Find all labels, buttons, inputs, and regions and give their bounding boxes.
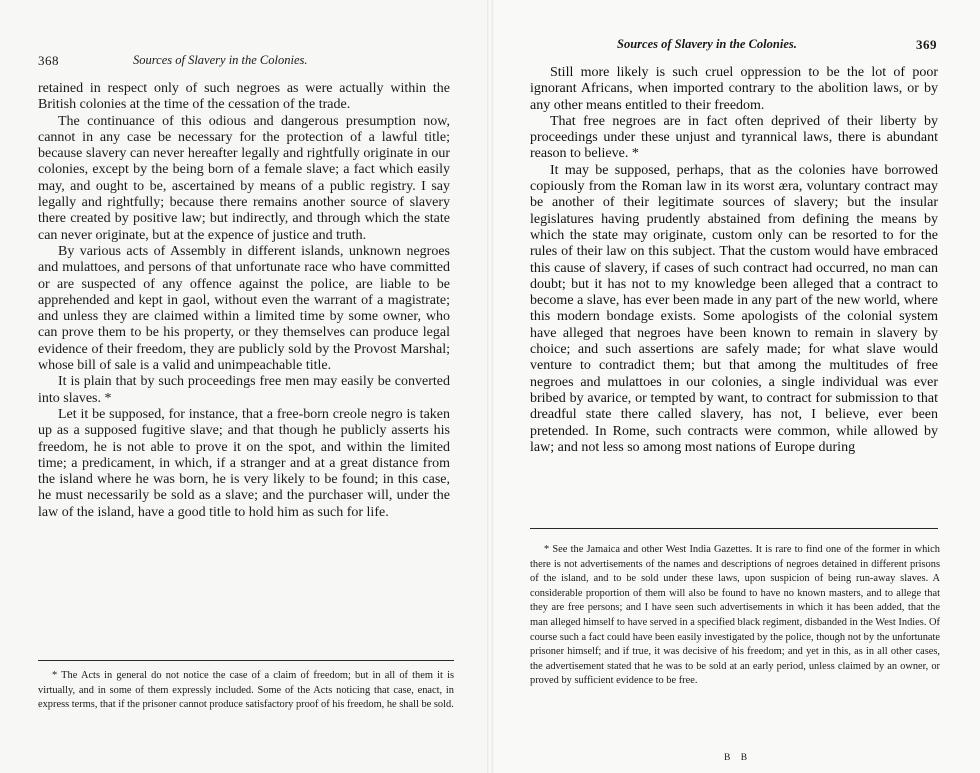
left-body-text [38,81,450,521]
running-title-left: Sources of Slavery in the Colonies. [133,53,308,67]
page-number-left: 368 [38,53,59,68]
left-footnote-rule [38,660,454,661]
signature-mark: B B [724,753,752,763]
right-footnote-rule [530,528,938,529]
right-body-text [530,65,938,456]
book-gutter [487,0,493,773]
right-page [490,0,980,773]
right-paragraph-3: It may be supposed, perhaps, that as the colonies have borrowed copiously from the Roman law in its worst æra, voluntary contract may be another of their legitimate sources of slavery; but the insular legislatures having prudently abstained from defining the means by which the state may originate, custom only can be resorted to for the rules of their law on this subject. That the custom would have embraced this cause of slavery, if cases of such contract had occurred, no man can doubt; but it has not to my knowledge been alleged that a contract to become a slave, has ever been made in any part of the new world, where this modern bondage exists. Some apologists of the colonial system have alleged that negroes have been known to remain in slavery by choice; and such assertions are safely made; for what slave would venture to contradict them; but that among the multitudes of free negroes and mulattoes in our colonies, a single individual was ever bribed by avarice, or tempted by want, to contract for submission to that dreadful state there called slavery, has not, I believe, ever been pretended. In Rome, such contracts were common, while allowed by law; and not less so among most nations of Europe during [530,162,938,455]
left-paragraph-2: The continuance of this odious and dangerous presumption now, cannot in any case be necessary for the protection of a lawful title; because slavery can never hereafter legally and rightfully originate in our colonies, except by the being born of a female slave; a fact which easily may, and ought to be, ascertained by means of a public registry. I say legally and rightfully; because there remains another source of slavery there created by positive law; but indirectly, and through which the state can never originate, but at the expence of justice and truth. [38,113,450,243]
left-footnote-text: * The Acts in general do not notice the case of a claim of freedom; but in all of them it is virtually, and in some of them expressly included. Some of the Acts noticing that case, enact, in express terms, that if the prisoner cannot produce satisfactory proof of his freedom, he shall be sold. [38,670,454,711]
running-title-right: Sources of Slavery in the Colonies. [617,37,797,51]
right-footnote [530,543,940,689]
left-paragraph-4: It is plain that by such proceedings free men may easily be converted into slaves. * [38,374,450,406]
page-number-right: 369 [916,37,937,52]
left-paragraph-1: retained in respect only of such negroes as were actually within the British colonies at the time of the cessation of the trade. [38,81,450,113]
right-paragraph-2: That free negroes are in fact often deprived of their liberty by proceedings under these unjust and tyrannical laws, there is abundant reason to believe. * [530,113,938,162]
left-paragraph-3: By various acts of Assembly in different islands, unknown negroes and mulattoes, and persons of that unfortunate race who have committed or are suspected of any offence against the police, are liable to be apprehended and kept in gaol, without even the warrant of a magistrate; and unless they are claimed within a limited time by some owner, who can prove them to be his property, or they themselves can produce legal evidence of their freedom, they are publicly sold by the Provost Marshal; whose bill of sale is a valid and unimpeachable title. [38,243,450,374]
left-paragraph-5: Let it be supposed, for instance, that a free-born creole negro is taken up as a supposed fugitive slave; and that though he publicly asserts his freedom, he is not able to prove it on the spot, and within the limited time; a predicament, in which, if a stranger and at a great distance from the island where he was born, he is very likely to be found; in this case, he must necessarily be sold as a slave; and the purchaser will, under the law of the island, have a good title to hold him as such for life. [38,406,450,520]
left-footnote [38,669,454,713]
right-paragraph-1: Still more likely is such cruel oppression to be the lot of poor ignorant Africans, when imported contrary to the abolition laws, or by any other means entitled to their freedom. [530,65,938,113]
right-footnote-text: * See the Jamaica and other West India Gazettes. It is rare to find one of the former in which there is not advertisements of the names and descriptions of negroes detained in different prisons of the island, and to be sold under these laws, upon suspicion of being run-away slaves. A considerable proportion of them will also be found to have no known masters, and to allege that they are free persons; and I have seen such advertisements in which it has been added, that the man alleged himself to have served in a specified black regiment, disbanded in the West Indies. Of course such a fact could have been easily investigated by the police, though not by the unfortunate prisoner himself; and if true, it was decisive of his freedom; and yet in this, as in all other cases, the advertisement stated that he was to be sold at an early period, unless claimed by an owner, or proved by sufficient evidence to be free. [530,544,940,687]
